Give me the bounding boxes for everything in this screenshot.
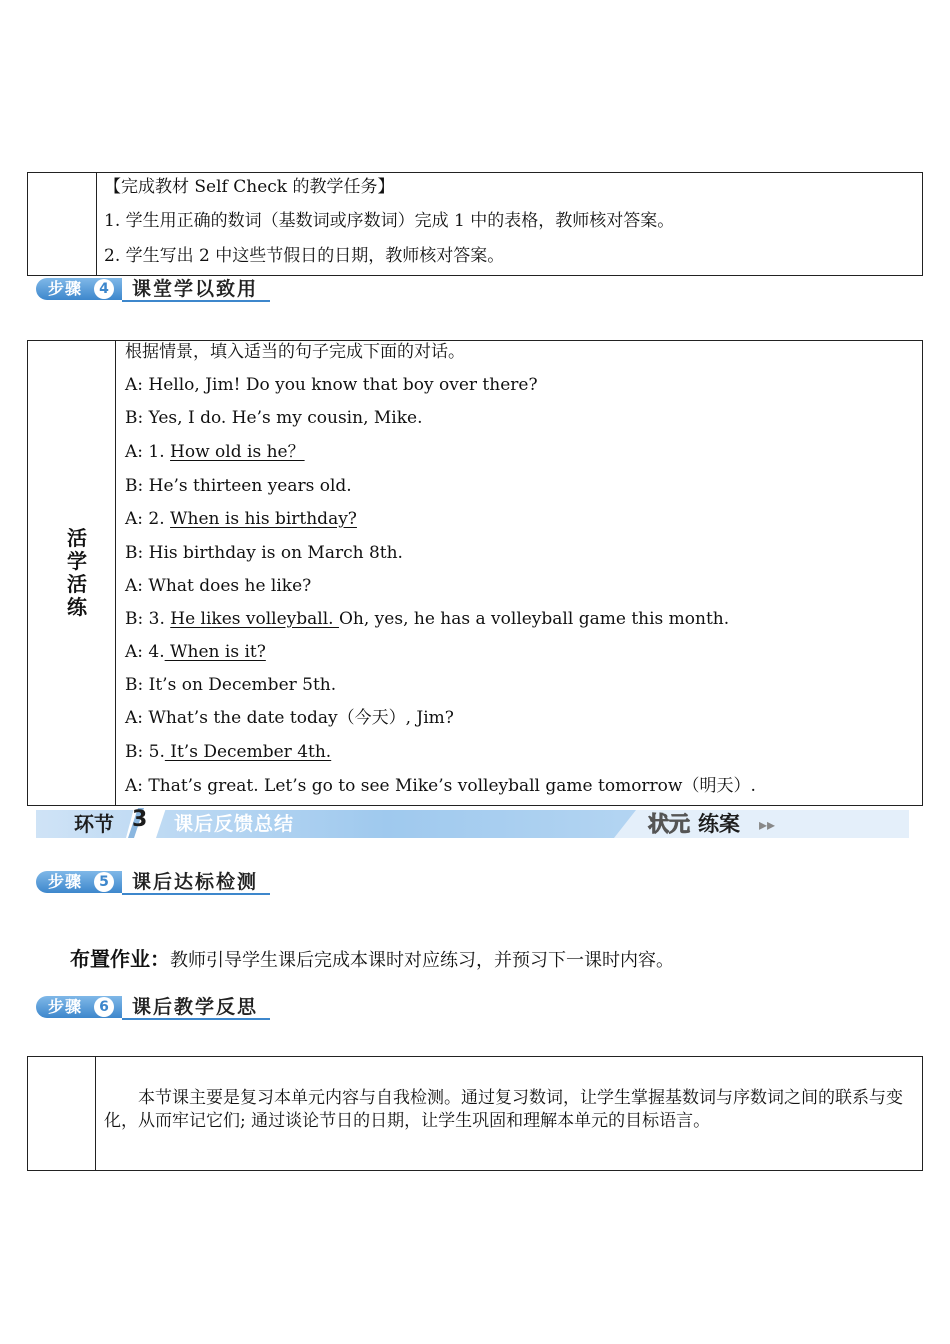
answer-5: It’s December 4th. [164, 742, 332, 762]
dialogue-line-2: B: Yes, I do. He’s my cousin, Mike. [125, 408, 423, 428]
section-3-number: 3 [132, 807, 148, 832]
task-item-1: 1. 学生用正确的数词（基数词或序数词）完成 1 中的表格，教师核对答案。 [104, 211, 675, 231]
dialogue-line-8 [125, 608, 729, 630]
step-4-banner [36, 276, 270, 302]
dialogue-line-4: B: He’s thirteen years old. [125, 476, 352, 496]
side-char-4: 练 [67, 595, 87, 619]
task-item-2: 2. 学生写出 2 中这些节假日的日期，教师核对答案。 [104, 246, 505, 266]
practice-table-divider [115, 340, 116, 806]
step-4-underline [122, 300, 270, 302]
section-3-title: 课后反馈总结 [174, 813, 295, 835]
step-5-underline [122, 893, 270, 895]
line-3-prefix: A: 1. [125, 442, 171, 462]
task-heading: 【完成教材 Self Check 的教学任务】 [104, 177, 395, 197]
section-3-banner [36, 806, 909, 838]
homework-text: 教师引导学生课后完成本课时对应练习，并预习下一课时内容。 [170, 950, 674, 971]
line-8-prefix: B: 3. [125, 609, 171, 629]
practice-instruction: 根据情景，填入适当的句子完成下面的对话。 [125, 342, 465, 362]
side-char-3: 活 [67, 572, 87, 596]
dialogue-line-11: A: What’s the date today（今天）, Jim? [125, 708, 454, 728]
step-5-label: 步骤 [36, 871, 122, 893]
step-6-number: 6 [94, 997, 114, 1017]
step-6-banner [36, 994, 270, 1020]
step-6-underline [122, 1018, 270, 1020]
step-6-title: 课后教学反思 [132, 996, 259, 1018]
step-4-title: 课堂学以致用 [132, 278, 259, 300]
step-4-number: 4 [94, 279, 114, 299]
answer-4: When is it? [164, 642, 266, 662]
dialogue-line-1: A: Hello, Jim! Do you know that boy over there? [125, 375, 538, 395]
dialogue-line-9 [125, 641, 266, 663]
step-4-label: 步骤 [36, 278, 122, 300]
section-3-right-label-b: 练案 [698, 812, 740, 836]
task-table-divider [96, 172, 97, 276]
step-5-title: 课后达标检测 [132, 871, 259, 893]
double-arrow-icon: ▸▸ [759, 815, 776, 834]
line-9-prefix: A: 4. [125, 642, 165, 662]
step-6-label: 步骤 [36, 996, 122, 1018]
dialogue-line-10: B: It’s on December 5th. [125, 675, 337, 695]
section-3-right-label-a: 状元 [648, 812, 690, 836]
step-5-number: 5 [94, 872, 114, 892]
homework-label: 布置作业： [70, 947, 170, 971]
side-char-2: 学 [67, 549, 87, 573]
reflection-text: 本节课主要是复习本单元内容与自我检测。通过复习数词，让学生掌握基数词与序数词之间的联系与变化，从而牢记它们; 通过谈论节日的日期，让学生巩固和理解本单元的目标语言。 [104, 1088, 903, 1131]
line-5-prefix: A: 2. [125, 509, 171, 529]
side-char-1: 活 [67, 526, 87, 550]
answer-2: When is his birthday? [170, 509, 357, 529]
homework-line [70, 945, 674, 973]
dialogue-line-7: A: What does he like? [125, 576, 312, 596]
reflection-table-divider [95, 1056, 96, 1171]
answer-3: He likes volleyball. [170, 609, 339, 629]
answer-1: How old is he？ [170, 442, 305, 462]
step-5-banner [36, 869, 270, 895]
dialogue-line-12 [125, 741, 331, 763]
dialogue-line-13: A: That’s great. Let’s go to see Mike’s volleyball game tomorrow（明天）. [125, 776, 756, 796]
line-12-prefix: B: 5. [125, 742, 165, 762]
dialogue-line-3 [125, 441, 305, 463]
dialogue-line-5 [125, 508, 357, 530]
section-3-label: 环节 [74, 812, 114, 836]
line-8-suffix: Oh, yes, he has a volleyball game this month. [338, 609, 730, 629]
practice-side-label [64, 527, 90, 619]
dialogue-line-6: B: His birthday is on March 8th. [125, 543, 403, 563]
